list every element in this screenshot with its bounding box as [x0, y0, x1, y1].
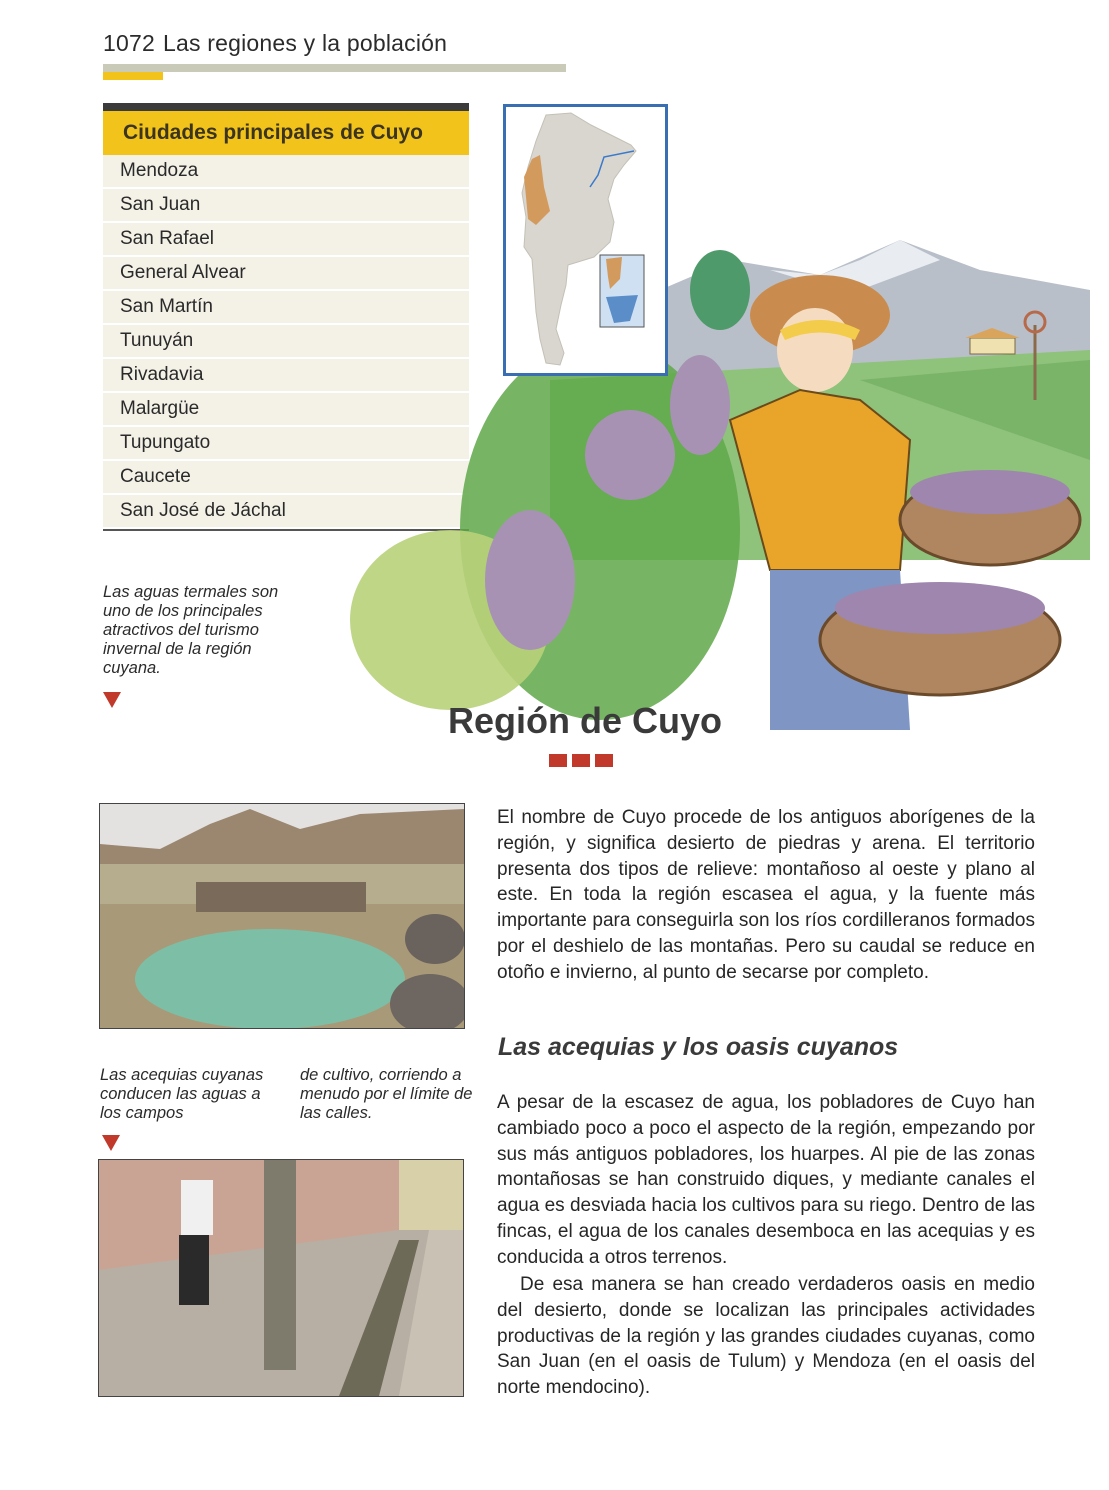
subheading: Las acequias y los oasis cuyanos [498, 1033, 899, 1061]
street-acequia-photo-graphic [99, 1160, 463, 1396]
title-ornament [549, 754, 613, 767]
table-row: Caucete [103, 461, 469, 495]
table-row: Tupungato [103, 427, 469, 461]
vineyard-illustration-graphic [300, 230, 1090, 730]
farmhouse-shape [970, 338, 1015, 354]
caption-pointer-icon [102, 1135, 120, 1151]
table-row: Malargüe [103, 393, 469, 427]
caption-thermal-waters: Las aguas termales son uno de los principales atractivos del turismo invernal de la región cuyana. [103, 583, 279, 677]
table-row: San José de Jáchal [103, 495, 469, 529]
table-row: Mendoza [103, 155, 469, 189]
basket-grapes-shape [910, 470, 1070, 514]
photo-ruins-shape [196, 882, 366, 912]
running-head [103, 30, 447, 57]
ornament-square [595, 754, 613, 767]
paragraph-acequias: A pesar de la escasez de agua, los pobladores de Cuyo han cambiado poco a poco el aspecto de la región, empezando por sus más antiguos pobladores, los huarpes. Al pie de las zonas montañosas se han construido diques, y mediante canales el agua es desviada hacia los cultivos para su riego. Dentro de las fincas, el agua de los canales desemboca en las acequias y es conducida a otros terrenos. [497, 1092, 1035, 1268]
caption-acequias-part-2: de cultivo, corriendo a menudo por el límite de las calles. [300, 1066, 473, 1122]
photo-pool-shape [135, 929, 405, 1028]
table-title: Ciudades principales de Cuyo [103, 111, 469, 155]
ornament-square [572, 754, 590, 767]
photo-trees-shape [399, 1160, 463, 1230]
photo-person-pants-shape [179, 1235, 209, 1305]
table-top-bar [103, 103, 469, 111]
table-row: General Alvear [103, 257, 469, 291]
vineyard-illustration [300, 230, 1090, 730]
paragraph-oasis: De esa manera se han creado verdaderos oasis en medio del desierto, donde se localizan las principales actividades productivas de la región y las grandes ciudades cuyanas, como San Juan (en el oasis de Tulum) y Mendoza (en el oasis del norte mendocino). [497, 1274, 1035, 1399]
thermal-pool-photo [99, 803, 465, 1029]
vine-leaf-top-shape [690, 250, 750, 330]
header-rule [103, 64, 566, 72]
grape-bunch-shape [670, 355, 730, 455]
section-title: Las regiones y la población [162, 30, 448, 56]
table-row: San Martín [103, 291, 469, 325]
street-acequia-photo [98, 1159, 464, 1397]
header-accent-bar [103, 72, 163, 80]
photo-person-shirt-shape [181, 1180, 213, 1235]
argentina-map-graphic [506, 107, 665, 373]
photo-tree-trunk-shape [264, 1160, 296, 1370]
argentina-map [503, 104, 668, 376]
table-row: Tunuyán [103, 325, 469, 359]
table-row: San Juan [103, 189, 469, 223]
grape-bunch-shape [585, 410, 675, 500]
basket-grapes-shape [835, 582, 1045, 634]
table-row: San Rafael [103, 223, 469, 257]
caption-acequias-part-1: Las acequias cuyanas conducen las aguas a los campos [100, 1066, 264, 1122]
paragraph-intro: El nombre de Cuyo procede de los antiguos aborígenes de la región, y significa desierto de piedras y arena. El territorio presenta dos tipos de relieve: montañoso al oeste y plano al este. En toda la región escasea el agua, y la fuente más importante para conseguirla son los ríos cordilleranos formados por el deshielo de las montañas. Pero su caudal se reduce en otoño e invierno, al punto de secarse por completo. [497, 807, 1035, 983]
page-number: 1072 [103, 30, 155, 56]
grape-bunch-shape [485, 510, 575, 650]
page-title: Región de Cuyo [447, 700, 722, 741]
caption-pointer-icon [103, 692, 121, 708]
ornament-square [549, 754, 567, 767]
photo-rocks-shape [405, 914, 464, 964]
table-row: Rivadavia [103, 359, 469, 393]
thermal-pool-photo-graphic [100, 804, 464, 1028]
